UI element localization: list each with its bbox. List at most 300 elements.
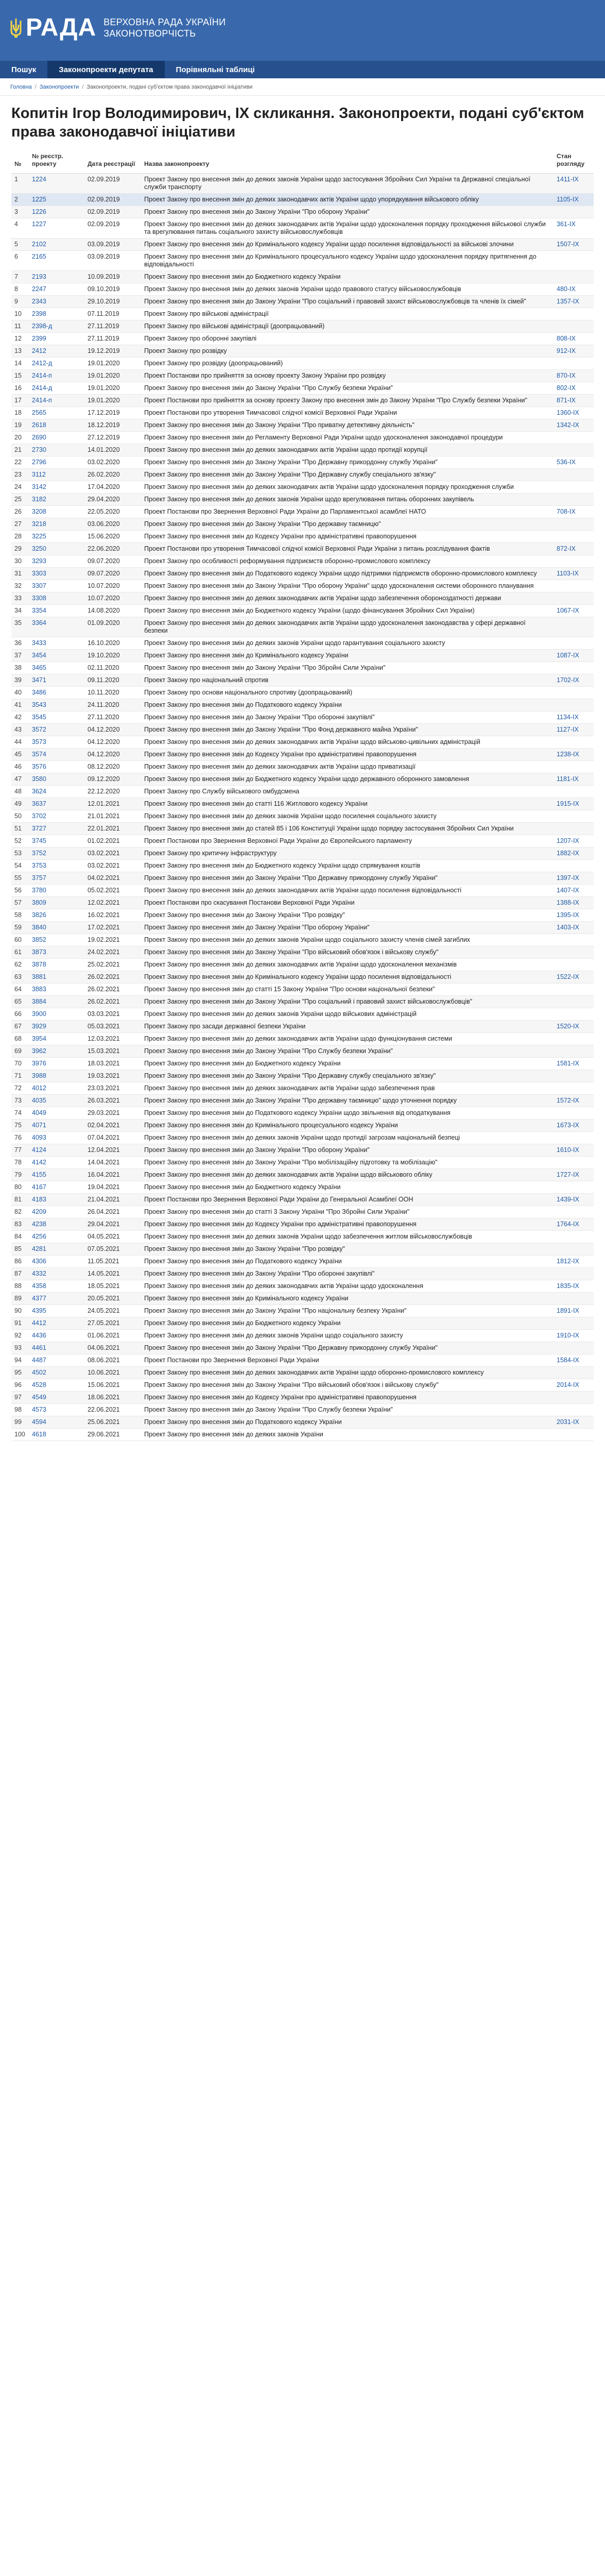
row-reg-date: 18.05.2021	[84, 1280, 141, 1293]
row-reg-number-link[interactable]: 2412-д	[32, 360, 53, 367]
row-reg-number	[29, 382, 84, 395]
row-status-link[interactable]: 870-IX	[557, 372, 576, 379]
row-reg-number-link[interactable]: 4436	[32, 1332, 46, 1339]
row-bill-name: Проект Закону про внесення змін до Бюджетного кодексу України	[141, 1317, 554, 1330]
table-row	[11, 699, 594, 711]
row-status-link[interactable]: 1812-IX	[557, 1258, 579, 1265]
row-index: 41	[11, 699, 29, 711]
row-status	[554, 296, 594, 308]
row-index: 33	[11, 592, 29, 605]
row-index: 47	[11, 773, 29, 786]
row-reg-number-link[interactable]: 3753	[32, 862, 46, 869]
row-reg-number-link[interactable]: 2412	[32, 347, 46, 354]
row-reg-number-link[interactable]: 4594	[32, 1418, 46, 1426]
table-row	[11, 798, 594, 810]
row-reg-number-link[interactable]: 3900	[32, 1010, 46, 1018]
row-reg-number-link[interactable]: 3883	[32, 986, 46, 993]
row-reg-number-link[interactable]: 3954	[32, 1035, 46, 1042]
row-reg-number-link[interactable]: 4549	[32, 1394, 46, 1401]
row-status	[554, 971, 594, 984]
row-reg-number-link[interactable]: 3364	[32, 619, 46, 626]
row-reg-number-link[interactable]: 3809	[32, 899, 46, 906]
row-reg-date: 04.12.2020	[84, 724, 141, 736]
row-reg-number-link[interactable]: 3702	[32, 812, 46, 820]
row-reg-number-link[interactable]: 3878	[32, 961, 46, 968]
row-reg-number-link[interactable]: 4256	[32, 1233, 46, 1240]
row-reg-number-link[interactable]: 3840	[32, 924, 46, 931]
row-status	[554, 469, 594, 481]
row-reg-number-link[interactable]: 3486	[32, 689, 46, 696]
row-reg-number	[29, 650, 84, 662]
row-bill-name: Проект Постанови про прийняття за основу проекту Закону України про розвідку	[141, 370, 554, 382]
row-status	[554, 1095, 594, 1107]
row-status-link[interactable]: 1181-IX	[557, 775, 579, 783]
row-status	[554, 1107, 594, 1120]
row-index: 15	[11, 370, 29, 382]
row-reg-number-link[interactable]: 4167	[32, 1183, 46, 1191]
row-index: 77	[11, 1144, 29, 1157]
row-reg-number-link[interactable]: 3757	[32, 874, 46, 882]
row-reg-number	[29, 194, 84, 206]
row-status-link[interactable]: 480-IX	[557, 285, 576, 293]
row-bill-name: Проект Закону про особливості реформування підприємств оборонно-промислового комплексу	[141, 555, 554, 568]
row-index: 31	[11, 568, 29, 580]
row-reg-number-link[interactable]: 3225	[32, 533, 46, 540]
row-index: 3	[11, 206, 29, 218]
row-status-link[interactable]: 1360-IX	[557, 409, 579, 416]
row-reg-number-link[interactable]: 4142	[32, 1159, 46, 1166]
trident-icon	[9, 18, 23, 38]
row-status	[554, 444, 594, 456]
row-reg-number-link[interactable]: 1224	[32, 176, 46, 183]
row-reg-number-link[interactable]: 4618	[32, 1431, 46, 1438]
row-index: 87	[11, 1268, 29, 1280]
row-index: 89	[11, 1293, 29, 1305]
table-row	[11, 1181, 594, 1194]
row-bill-name: Проект Закону про внесення змін до деяких законодавчих актів України щодо військово-цивільних адміністрацій	[141, 736, 554, 749]
row-status-link[interactable]: 1727-IX	[557, 1171, 579, 1178]
row-index: 9	[11, 296, 29, 308]
row-status-link[interactable]: 808-IX	[557, 335, 576, 342]
row-status-link[interactable]: 872-IX	[557, 545, 576, 552]
row-reg-number-link[interactable]: 1225	[32, 196, 46, 203]
row-status-link[interactable]: 1087-IX	[557, 652, 579, 659]
page-title: Копитін Ігор Володимирович, IX скликання. Законопроекти, подані суб'єктом права законодавчої ініціативи	[11, 105, 584, 140]
row-reg-date: 22.06.2021	[84, 1404, 141, 1416]
row-status	[554, 823, 594, 835]
table-row	[11, 786, 594, 798]
row-reg-number-link[interactable]: 2398	[32, 310, 46, 317]
row-index: 90	[11, 1305, 29, 1317]
row-reg-number-link[interactable]: 4071	[32, 1122, 46, 1129]
row-reg-number-link[interactable]: 3572	[32, 726, 46, 733]
row-status-link[interactable]: 1520-IX	[557, 1023, 579, 1030]
row-reg-number	[29, 419, 84, 432]
row-index: 63	[11, 971, 29, 984]
site-logo[interactable]	[9, 15, 226, 40]
row-reg-number-link[interactable]: 3580	[32, 775, 46, 783]
row-status-link[interactable]: 1397-IX	[557, 874, 579, 882]
row-status-link[interactable]: 1915-IX	[557, 800, 579, 807]
row-reg-number-link[interactable]: 4035	[32, 1097, 46, 1104]
row-reg-number-link[interactable]: 3182	[32, 496, 46, 503]
table-row	[11, 1280, 594, 1293]
row-reg-date: 03.06.2020	[84, 518, 141, 531]
row-reg-number-link[interactable]: 3543	[32, 701, 46, 708]
nav-deputy-bills[interactable]: Законопроекти депутата	[47, 61, 164, 78]
row-status-link[interactable]: 1411-IX	[557, 176, 579, 183]
row-reg-date: 22.06.2020	[84, 543, 141, 555]
row-reg-number-link[interactable]: 4395	[32, 1307, 46, 1314]
row-status-link[interactable]: 1207-IX	[557, 837, 579, 844]
row-status-link[interactable]: 1891-IX	[557, 1307, 579, 1314]
row-status-link[interactable]: 361-IX	[557, 221, 576, 228]
row-bill-name: Проект Закону про внесення змін до деяких законодавчих актів України щодо удосконалення механізмів	[141, 959, 554, 971]
row-bill-name: Проект Закону про оборонні закупівлі	[141, 333, 554, 345]
row-reg-number-link[interactable]: 2414-д	[32, 384, 53, 392]
row-status-link[interactable]: 1395-IX	[557, 911, 579, 919]
row-reg-date: 02.04.2021	[84, 1120, 141, 1132]
row-reg-number-link[interactable]: 2247	[32, 285, 46, 293]
row-reg-number-link[interactable]: 4461	[32, 1344, 46, 1351]
row-index: 51	[11, 823, 29, 835]
row-status-link[interactable]: 1584-IX	[557, 1357, 579, 1364]
row-reg-number-link[interactable]: 4502	[32, 1369, 46, 1376]
row-status-link[interactable]: 1342-IX	[557, 421, 579, 429]
row-reg-number-link[interactable]: 3573	[32, 738, 46, 745]
row-reg-number-link[interactable]: 3988	[32, 1072, 46, 1079]
row-reg-number-link[interactable]: 4155	[32, 1171, 46, 1178]
row-index: 55	[11, 872, 29, 885]
row-bill-name: Проект Закону про внесення змін до деяких законодавчих актів України щодо протидії корупції	[141, 444, 554, 456]
row-reg-number-link[interactable]: 3250	[32, 545, 46, 552]
row-reg-number-link[interactable]: 2343	[32, 298, 46, 305]
row-status-link[interactable]: 1439-IX	[557, 1196, 579, 1203]
row-status-link[interactable]: 1388-IX	[557, 899, 579, 906]
row-status-link[interactable]: 1134-IX	[557, 714, 579, 721]
row-reg-number-link[interactable]: 4332	[32, 1270, 46, 1277]
row-reg-number-link[interactable]: 4306	[32, 1258, 46, 1265]
row-reg-number-link[interactable]: 3142	[32, 483, 46, 490]
table-row	[11, 959, 594, 971]
col-header-bill-name[interactable]: Назва законопроекту	[141, 147, 554, 174]
row-reg-number-link[interactable]: 4012	[32, 1084, 46, 1092]
table-row	[11, 1231, 594, 1243]
row-reg-number-link[interactable]: 3307	[32, 582, 46, 589]
row-reg-number-link[interactable]: 4049	[32, 1109, 46, 1116]
row-reg-date: 03.03.2021	[84, 1008, 141, 1021]
row-status-link[interactable]: 1522-IX	[557, 973, 579, 980]
row-reg-date: 24.05.2021	[84, 1305, 141, 1317]
row-bill-name: Проект Закону про внесення змін до деяких законів України щодо правового статусу військовослужбовців	[141, 283, 554, 296]
row-status-link[interactable]: 871-IX	[557, 397, 576, 404]
row-status	[554, 1144, 594, 1157]
row-status	[554, 407, 594, 419]
row-reg-number-link[interactable]: 3454	[32, 652, 46, 659]
row-reg-number-link[interactable]: 3218	[32, 520, 46, 528]
table-row	[11, 1243, 594, 1256]
row-reg-number	[29, 1033, 84, 1045]
row-reg-number-link[interactable]: 3780	[32, 887, 46, 894]
row-reg-number-link[interactable]: 2618	[32, 421, 46, 429]
breadcrumb-home[interactable]: Головна	[10, 83, 32, 90]
table-row	[11, 1268, 594, 1280]
row-reg-number-link[interactable]: 3471	[32, 676, 46, 684]
row-status	[554, 835, 594, 848]
row-reg-number	[29, 1144, 84, 1157]
row-index: 16	[11, 382, 29, 395]
row-status-link[interactable]: 802-IX	[557, 384, 576, 392]
row-reg-date: 29.04.2020	[84, 494, 141, 506]
table-row	[11, 1305, 594, 1317]
table-row	[11, 687, 594, 699]
row-reg-date: 19.01.2020	[84, 382, 141, 395]
row-reg-number	[29, 568, 84, 580]
row-status-link[interactable]: 912-IX	[557, 347, 576, 354]
row-bill-name: Проект Закону про внесення змін до Кодексу України про адміністративні правопорушення	[141, 749, 554, 761]
row-reg-number-link[interactable]: 3303	[32, 570, 46, 577]
row-bill-name: Проект Закону про внесення змін до Податкового кодексу України	[141, 699, 554, 711]
table-row	[11, 1144, 594, 1157]
page-footer-space	[0, 1441, 605, 1462]
row-index: 57	[11, 897, 29, 909]
row-reg-number-link[interactable]: 3465	[32, 664, 46, 671]
row-reg-number	[29, 1317, 84, 1330]
row-status-link[interactable]: 1357-IX	[557, 298, 579, 305]
row-bill-name: Проект Постанови про прийняття за основу проекту Закону про внесення змін до Закону України "Про Службу безпеки України"	[141, 395, 554, 407]
row-status	[554, 308, 594, 320]
row-reg-number-link[interactable]: 3293	[32, 557, 46, 565]
row-reg-number	[29, 407, 84, 419]
row-status	[554, 897, 594, 909]
row-reg-number-link[interactable]: 4412	[32, 1319, 46, 1327]
row-reg-number-link[interactable]: 3433	[32, 639, 46, 647]
row-reg-number	[29, 469, 84, 481]
col-header-index[interactable]: №	[11, 147, 29, 174]
row-reg-number	[29, 711, 84, 724]
row-bill-name: Проект Закону про внесення змін до Закону України "Про Державну службу спеціального зв'язку"	[141, 1070, 554, 1082]
row-reg-number-link[interactable]: 4358	[32, 1282, 46, 1290]
row-reg-date: 09.07.2020	[84, 568, 141, 580]
row-index: 12	[11, 333, 29, 345]
row-index: 61	[11, 946, 29, 959]
row-reg-number-link[interactable]: 4238	[32, 1221, 46, 1228]
row-status	[554, 674, 594, 687]
row-status-link[interactable]: 536-IX	[557, 459, 576, 466]
row-reg-number-link[interactable]: 4183	[32, 1196, 46, 1203]
row-status-link[interactable]: 1673-IX	[557, 1122, 579, 1129]
nav-comparison-tables[interactable]: Порівняльні таблиці	[176, 65, 255, 74]
row-reg-number-link[interactable]: 2565	[32, 409, 46, 416]
row-index: 73	[11, 1095, 29, 1107]
row-reg-number-link[interactable]: 2165	[32, 253, 46, 260]
row-status-link[interactable]: 1835-IX	[557, 1282, 579, 1290]
row-index: 27	[11, 518, 29, 531]
row-reg-number-link[interactable]: 3881	[32, 973, 46, 980]
row-reg-date: 27.11.2019	[84, 320, 141, 333]
row-reg-date: 01.02.2021	[84, 835, 141, 848]
row-status-link[interactable]: 1127-IX	[557, 726, 579, 733]
row-bill-name: Проект Закону про внесення змін до деяких законодавчих актів України щодо удосконалення порядку проходження служби	[141, 481, 554, 494]
row-reg-number	[29, 1095, 84, 1107]
row-reg-number-link[interactable]: 4573	[32, 1406, 46, 1413]
row-reg-number-link[interactable]: 3745	[32, 837, 46, 844]
row-bill-name: Проект Закону про внесення змін до деяких законів України щодо посилення соціального захисту	[141, 810, 554, 823]
row-reg-number-link[interactable]: 3637	[32, 800, 46, 807]
row-status-link[interactable]: 708-IX	[557, 508, 576, 515]
row-status-link[interactable]: 2031-IX	[557, 1418, 579, 1426]
nav-search[interactable]: Пошук	[11, 65, 37, 74]
row-reg-number	[29, 1008, 84, 1021]
row-reg-date: 17.12.2019	[84, 407, 141, 419]
row-reg-date: 03.09.2019	[84, 239, 141, 251]
row-bill-name: Проект Закону про внесення змін до деяких законів України щодо гарантування соціального захисту	[141, 637, 554, 650]
row-reg-number	[29, 823, 84, 835]
table-row	[11, 456, 594, 469]
row-reg-date: 25.02.2021	[84, 959, 141, 971]
row-reg-number	[29, 1070, 84, 1082]
row-status	[554, 786, 594, 798]
row-status-link[interactable]: 1507-IX	[557, 241, 579, 248]
col-header-reg-date[interactable]: Дата реєстрації	[84, 147, 141, 174]
row-reg-number-link[interactable]: 3112	[32, 471, 46, 478]
row-reg-number	[29, 699, 84, 711]
row-reg-number-link[interactable]: 4093	[32, 1134, 46, 1141]
table-row	[11, 531, 594, 543]
table-row	[11, 1194, 594, 1206]
row-reg-number-link[interactable]: 3576	[32, 763, 46, 770]
row-reg-number-link[interactable]: 2399	[32, 335, 46, 342]
row-reg-number-link[interactable]: 3727	[32, 825, 46, 832]
row-index: 79	[11, 1169, 29, 1181]
row-bill-name: Проект Закону про внесення змін до Бюджетного кодексу України	[141, 1181, 554, 1194]
table-row	[11, 996, 594, 1008]
row-reg-number-link[interactable]: 4281	[32, 1245, 46, 1252]
row-reg-date: 10.07.2020	[84, 592, 141, 605]
row-bill-name: Проект Закону про військові адміністрації	[141, 308, 554, 320]
breadcrumb-bills[interactable]: Законопроекти	[39, 83, 79, 90]
row-reg-number-link[interactable]: 4209	[32, 1208, 46, 1215]
row-reg-number-link[interactable]: 3624	[32, 788, 46, 795]
row-reg-date: 19.04.2021	[84, 1181, 141, 1194]
row-status	[554, 568, 594, 580]
row-index: 59	[11, 922, 29, 934]
row-status-link[interactable]: 1572-IX	[557, 1097, 579, 1104]
row-status-link[interactable]: 1764-IX	[557, 1221, 579, 1228]
col-header-status[interactable]: Стан розгляду	[554, 147, 594, 174]
row-reg-date: 24.02.2021	[84, 946, 141, 959]
row-reg-number-link[interactable]: 1227	[32, 221, 46, 228]
row-reg-number-link[interactable]: 4487	[32, 1357, 46, 1364]
row-status-link[interactable]: 2014-IX	[557, 1381, 579, 1388]
table-row	[11, 345, 594, 358]
row-reg-number-link[interactable]: 3574	[32, 751, 46, 758]
row-status-link[interactable]: 1407-IX	[557, 887, 579, 894]
row-reg-number-link[interactable]: 3929	[32, 1023, 46, 1030]
row-status-link[interactable]: 1610-IX	[557, 1146, 579, 1154]
row-reg-number-link[interactable]: 2414-п	[32, 397, 52, 404]
row-reg-number-link[interactable]: 3545	[32, 714, 46, 721]
row-index: 34	[11, 605, 29, 617]
row-status-link[interactable]: 1105-IX	[557, 196, 579, 203]
col-header-reg-number[interactable]: № реєстр. проекту	[29, 147, 84, 174]
table-row	[11, 320, 594, 333]
table-row	[11, 848, 594, 860]
row-status	[554, 358, 594, 370]
row-reg-number-link[interactable]: 2796	[32, 459, 46, 466]
row-reg-number-link[interactable]: 2398-д	[32, 323, 53, 330]
row-reg-number	[29, 1392, 84, 1404]
row-bill-name: Проект Закону про внесення змін до деяких законів України	[141, 1429, 554, 1441]
row-reg-number	[29, 605, 84, 617]
row-reg-number	[29, 174, 84, 194]
row-reg-number-link[interactable]: 3962	[32, 1047, 46, 1055]
row-reg-number-link[interactable]: 3208	[32, 508, 46, 515]
row-status-link[interactable]: 1702-IX	[557, 676, 579, 684]
row-index: 5	[11, 239, 29, 251]
row-status	[554, 1305, 594, 1317]
row-index: 91	[11, 1317, 29, 1330]
row-reg-number-link[interactable]: 3976	[32, 1060, 46, 1067]
row-bill-name: Проект Закону про внесення змін до Закону України "Про приватну детективну діяльність"	[141, 419, 554, 432]
row-reg-number-link[interactable]: 2730	[32, 446, 46, 453]
row-status-link[interactable]: 1403-IX	[557, 924, 579, 931]
row-reg-number	[29, 971, 84, 984]
row-status-link[interactable]: 1238-IX	[557, 751, 579, 758]
row-reg-number	[29, 283, 84, 296]
row-status	[554, 650, 594, 662]
row-bill-name: Проект Постанови про утворення Тимчасової слідчої комісії Верховної Ради України з питань розслідування фактів	[141, 543, 554, 555]
row-status	[554, 1169, 594, 1181]
row-reg-number-link[interactable]: 3884	[32, 998, 46, 1005]
row-reg-number-link[interactable]: 2193	[32, 273, 46, 280]
row-index: 13	[11, 345, 29, 358]
row-reg-date: 14.04.2021	[84, 1157, 141, 1169]
row-index: 54	[11, 860, 29, 872]
row-reg-number-link[interactable]: 2102	[32, 241, 46, 248]
row-reg-date: 04.02.2021	[84, 872, 141, 885]
row-reg-number-link[interactable]: 3752	[32, 850, 46, 857]
row-bill-name: Проект Закону про внесення змін до Закону України "Про оборону України"	[141, 922, 554, 934]
row-reg-number-link[interactable]: 3873	[32, 948, 46, 956]
row-reg-number-link[interactable]: 3826	[32, 911, 46, 919]
row-reg-number-link[interactable]: 4528	[32, 1381, 46, 1388]
row-index: 70	[11, 1058, 29, 1070]
row-status	[554, 724, 594, 736]
row-status-link[interactable]: 1067-IX	[557, 607, 579, 614]
table-row	[11, 194, 594, 206]
row-reg-number	[29, 1194, 84, 1206]
row-reg-number-link[interactable]: 3852	[32, 936, 46, 943]
row-status	[554, 1268, 594, 1280]
row-reg-number-link[interactable]: 1226	[32, 208, 46, 215]
row-status-link[interactable]: 1103-IX	[557, 570, 579, 577]
row-status-link[interactable]: 1910-IX	[557, 1332, 579, 1339]
row-bill-name: Проект Закону про критичну інфраструктуру	[141, 848, 554, 860]
row-status-link[interactable]: 1581-IX	[557, 1060, 579, 1067]
row-reg-number-link[interactable]: 3308	[32, 595, 46, 602]
row-status-link[interactable]: 1882-IX	[557, 850, 579, 857]
row-reg-number-link[interactable]: 4124	[32, 1146, 46, 1154]
row-bill-name: Проект Закону про внесення змін до Бюджетного кодексу України	[141, 271, 554, 283]
row-reg-number-link[interactable]: 2690	[32, 434, 46, 441]
row-reg-number-link[interactable]: 4377	[32, 1295, 46, 1302]
row-status	[554, 798, 594, 810]
row-reg-number	[29, 345, 84, 358]
row-reg-number-link[interactable]: 2414-п	[32, 372, 52, 379]
row-reg-number-link[interactable]: 3354	[32, 607, 46, 614]
row-reg-date: 22.01.2021	[84, 823, 141, 835]
